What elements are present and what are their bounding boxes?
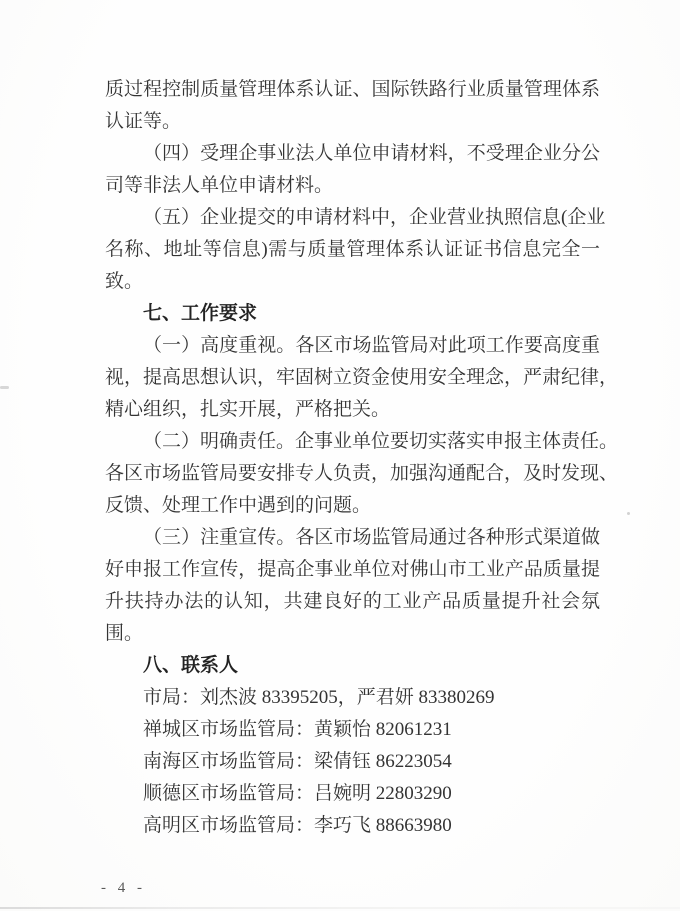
contact-line-chancheng: 禅城区市场监管局：黄颖怡 82061231 [143, 719, 452, 740]
text-line: 各区市场监管局要安排专人负责，加强沟通配合，及时发现、 [105, 463, 619, 484]
document-body [105, 74, 619, 842]
contact-line-gaoming: 高明区市场监管局：李巧飞 88663980 [143, 815, 452, 836]
text-line: 司等非法人单位申请材料。 [105, 175, 334, 196]
section-heading-work-requirements: 七、工作要求 [143, 303, 258, 324]
text-line: （二）明确责任。企事业单位要切实落实申报主体责任。 [143, 431, 619, 452]
scan-artifact-speck [627, 512, 630, 515]
text-line: 精心组织，扎实开展，严格把关。 [105, 399, 391, 420]
text-line: 围。 [105, 623, 144, 644]
text-line: （五）企业提交的申请材料中，企业营业执照信息(企业 [143, 207, 606, 228]
text-line: 视，提高思想认识，牢固树立资金使用安全理念，严肃纪律， [105, 367, 619, 388]
text-line: 致。 [105, 271, 144, 292]
text-line: 好申报工作宣传，提高企事业单位对佛山市工业产品质量提 [105, 559, 600, 580]
text-line: 质过程控制质量管理体系认证、国际铁路行业质量管理体系 [105, 79, 600, 100]
section-heading-contacts: 八、联系人 [143, 655, 239, 676]
text-line: 反馈、处理工作中遇到的问题。 [105, 495, 372, 516]
text-line: 认证等。 [105, 111, 182, 132]
text-line: （一）高度重视。各区市场监管局对此项工作要高度重 [143, 335, 600, 356]
text-line: （三）注重宣传。各区市场监管局通过各种形式渠道做 [143, 527, 600, 548]
text-line: （四）受理企事业法人单位申请材料，不受理企业分公 [143, 143, 600, 164]
text-line: 升扶持办法的认知，共建良好的工业产品质量提升社会氛 [105, 591, 600, 612]
scan-artifact-bottom-edge [0, 907, 680, 909]
scan-artifact-left-edge [0, 386, 9, 389]
text-line: 名称、地址等信息)需与质量管理体系认证证书信息完全一 [105, 239, 600, 260]
contact-line-nanhai: 南海区市场监管局：梁倩钰 86223054 [143, 751, 452, 772]
contact-line-shunde: 顺德区市场监管局：吕婉明 22803290 [143, 783, 452, 804]
page-number: - 4 - [101, 880, 146, 896]
contact-line-city-bureau: 市局：刘杰波 83395205，严君妍 83380269 [143, 687, 495, 708]
